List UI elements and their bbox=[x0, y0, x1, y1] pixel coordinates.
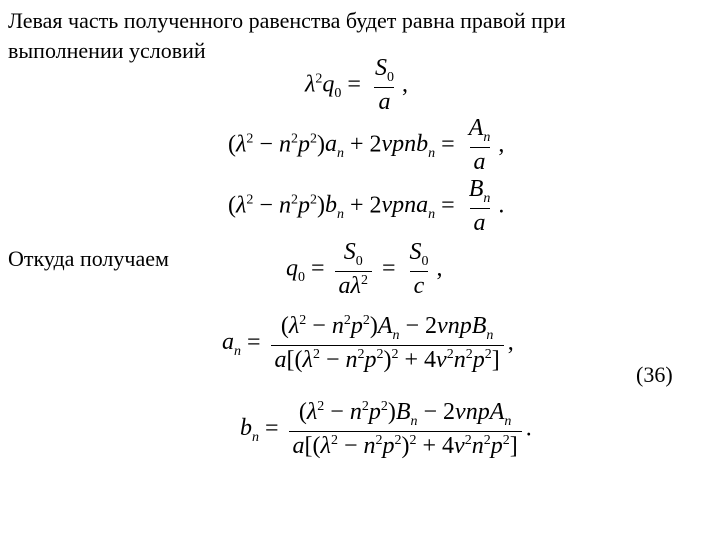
condition-2: $(\lambda^2 - n^2p^2)a_n + 2\nu pnb_n$ = $\frac{A_n}{a}$ , bbox=[228, 115, 505, 176]
result-bn: $b_n$ = $\frac{(\lambda^2 - n^2p^2)B_n - 2\nu npA_n}{a[(\lambda^2 - n^2p^2)^2 + 4\nu^2n^2p^2]}$ . bbox=[240, 399, 532, 460]
equation-number: (36) bbox=[636, 362, 673, 387]
result-an: $a_n$ = $\frac{(\lambda^2 - n^2p^2)A_n - 2\nu npB_n}{a[(\lambda^2 - n^2p^2)^2 + 4\nu^2n^2p^2]}$ , bbox=[222, 313, 514, 374]
hence-text: Откуда получаем bbox=[8, 246, 169, 271]
condition-3: $(\lambda^2 - n^2p^2)b_n + 2\nu pna_n$ = $\frac{B_n}{a}$ . bbox=[228, 176, 505, 237]
intro-text: Левая часть полученного равенства будет равна правой при выполнении условий bbox=[8, 8, 566, 63]
condition-1: $\lambda^2q_0$ = $\frac{S_0}{a}$ , bbox=[305, 55, 408, 116]
result-q0: $q_0$ = $\frac{S_0}{a\lambda^2}$ = $\frac{S_0}{c}$ , bbox=[286, 239, 443, 300]
